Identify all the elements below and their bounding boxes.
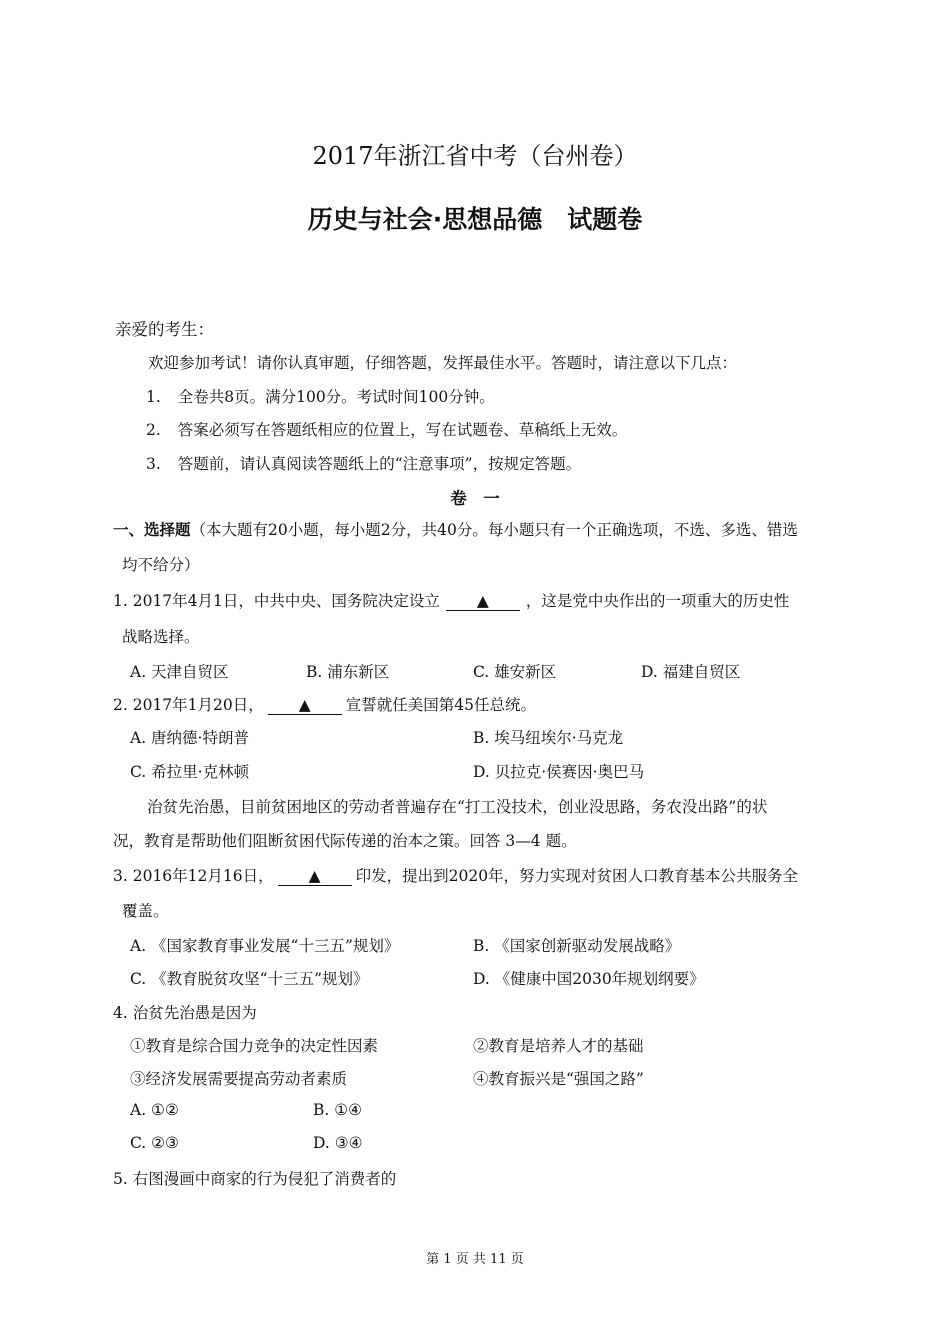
question-3-cont: 覆盖。	[122, 902, 169, 920]
option: A. ①②	[130, 1101, 179, 1119]
option: D. 贝拉克·侯赛因·奥巴马	[473, 763, 645, 781]
material-text-cont: 况，教育是帮助他们阻断贫困代际传递的治本之策。回答 3—4 题。	[113, 832, 577, 850]
question-stem-end: 宣誓就任美国第45任总统。	[345, 696, 536, 714]
option: C. 雄安新区	[473, 663, 557, 681]
greeting: 亲爱的考生：	[115, 320, 214, 339]
exam-subtitle: 历史与社会·思想品德 试题卷	[307, 205, 643, 234]
option: D. ③④	[313, 1134, 363, 1152]
triangle-icon: ▲	[476, 592, 489, 610]
section-heading	[113, 518, 798, 540]
note-1	[146, 385, 495, 407]
option: C. 《教育脱贫攻坚“十三五”规划》	[130, 970, 369, 988]
option: B. 《国家创新驱动发展战略》	[473, 937, 681, 955]
welcome-text: 欢迎参加考试！请你认真审题，仔细答题，发挥最佳水平。答题时，请注意以下几点：	[148, 354, 738, 372]
question-3	[113, 864, 798, 886]
statement: ②教育是培养人才的基础	[473, 1037, 644, 1055]
answer-blank	[268, 696, 342, 715]
question-5: 5. 右图漫画中商家的行为侵犯了消费者的	[113, 1170, 397, 1188]
volume-heading: 卷 一	[450, 489, 500, 508]
question-4: 4. 治贫先治愚是因为	[113, 1004, 257, 1022]
option: C. 希拉里·克林顿	[130, 763, 250, 781]
question-stem-end: ，这是党中央作出的一项重大的历史性	[525, 592, 790, 610]
statement: ①教育是综合国力竞争的决定性因素	[130, 1037, 379, 1055]
answer-blank	[446, 592, 520, 611]
statement: ③经济发展需要提高劳动者素质	[130, 1070, 348, 1088]
option: A. 唐纳德·特朗普	[130, 729, 249, 747]
note-3	[146, 452, 581, 474]
option: B. 埃马纽埃尔·马克龙	[473, 729, 624, 747]
note-text: 答题前，请认真阅读答题纸上的“注意事项”，按规定答题。	[177, 455, 582, 473]
note-text: 答案必须写在答题纸相应的位置上，写在试题卷、草稿纸上无效。	[177, 421, 628, 439]
option: A. 《国家教育事业发展“十三五”规划》	[130, 937, 400, 955]
material-text: 治贫先治愚，目前贫困地区的劳动者普遍存在“打工没技术，创业没思路，务农没出路”的状	[147, 798, 768, 816]
triangle-icon: ▲	[298, 696, 311, 714]
question-stem: 3. 2016年12月16日，	[113, 867, 274, 885]
option: B. ①④	[313, 1101, 363, 1119]
answer-blank	[278, 867, 352, 886]
option: A. 天津自贸区	[130, 663, 229, 681]
note-number: 2.	[146, 421, 161, 439]
question-1-cont: 战略选择。	[122, 628, 200, 646]
question-2	[113, 693, 536, 715]
option: D. 福建自贸区	[641, 663, 741, 681]
option: C. ②③	[130, 1134, 179, 1152]
option: B. 浦东新区	[306, 663, 390, 681]
page-number: 第 1 页 共 11 页	[426, 1252, 524, 1267]
triangle-icon: ▲	[308, 867, 321, 885]
question-stem: 2. 2017年1月20日，	[113, 696, 264, 714]
note-2	[146, 418, 627, 440]
option: D. 《健康中国2030年规划纲要》	[473, 970, 705, 988]
section-instructions: （本大题有20小题，每小题2分，共40分。每小题只有一个正确选项，不选、多选、错选	[190, 521, 798, 539]
note-number: 3.	[146, 455, 161, 473]
note-text: 全卷共8页。满分100分。考试时间100分钟。	[177, 388, 495, 406]
question-1	[113, 589, 789, 611]
exam-title: 2017年浙江省中考（台州卷）	[312, 142, 638, 170]
note-number: 1.	[146, 388, 161, 406]
statement: ④教育振兴是“强国之路”	[473, 1070, 644, 1088]
section-label: 一、选择题	[113, 521, 191, 539]
section-heading-cont: 均不给分）	[122, 556, 200, 574]
question-stem: 1. 2017年4月1日，中共中央、国务院决定设立	[113, 592, 440, 610]
question-stem-end: 印发，提出到2020年，努力实现对贫困人口教育基本公共服务全	[355, 867, 799, 885]
